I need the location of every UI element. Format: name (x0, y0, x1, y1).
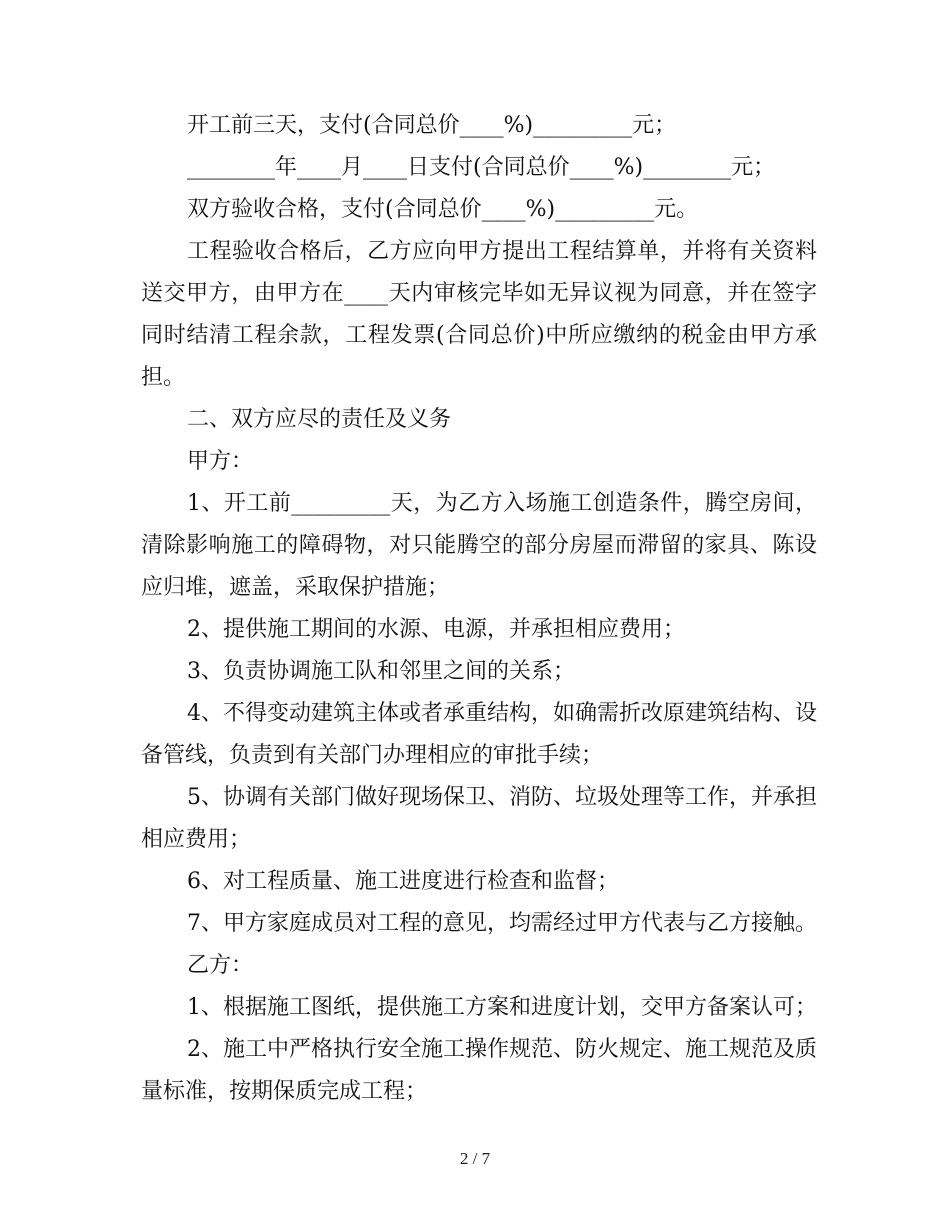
party-a-heading: 甲方： (187, 449, 254, 474)
party-a-item-2: 2、提供施工期间的水源、电源，并承担相应费用； (187, 617, 685, 642)
document-body (141, 105, 817, 1113)
party-a-item-7: 7、甲方家庭成员对工程的意见，均需经过甲方代表与乙方接触。 (187, 911, 817, 936)
party-a-item-1: 1、开工前_________天，为乙方入场施工创造条件，腾空房间，清除影响施工的障碍物，对只能腾空的部分房屋而滞留的家具、陈设应归堆，遮盖，采取保护措施； (141, 491, 817, 600)
party-a-item-5: 5、协调有关部门做好现场保卫、消防、垃圾处理等工作，并承担相应费用； (141, 785, 817, 852)
party-a-item-4: 4、不得变动建筑主体或者承重结构，如确需折改原建筑结构、设备管线，负责到有关部门办理相应的审批手续； (141, 701, 817, 768)
payment-clause-acceptance: 双方验收合格，支付(合同总价____%)_________元。 (187, 197, 699, 222)
party-a-item-6: 6、对工程质量、施工进度进行检查和监督； (187, 869, 619, 894)
settlement-clause: 工程验收合格后，乙方应向甲方提出工程结算单，并将有关资料送交甲方，由甲方在____天内审核完毕如无异议视为同意，并在签字同时结清工程余款，工程发票(合同总价)中所应缴纳的税金由甲方承担。 (141, 239, 817, 390)
party-a-item-3: 3、负责协调施工队和邻里之间的关系； (187, 659, 575, 684)
section-heading-responsibilities: 二、双方应尽的责任及义务 (187, 407, 452, 432)
payment-clause-start: 开工前三天，支付(合同总价____%)_________元； (187, 113, 677, 138)
party-b-item-1: 1、根据施工图纸，提供施工方案和进度计划，交甲方备案认可； (187, 995, 817, 1020)
party-b-heading: 乙方： (187, 953, 254, 978)
party-b-item-2: 2、施工中严格执行安全施工操作规范、防火规定、施工规范及质量标准，按期保质完成工程； (141, 1037, 817, 1104)
page-number: 2 / 7 (459, 1149, 491, 1168)
payment-clause-date: ________年____月____日支付(合同总价____%)________元； (187, 155, 776, 180)
